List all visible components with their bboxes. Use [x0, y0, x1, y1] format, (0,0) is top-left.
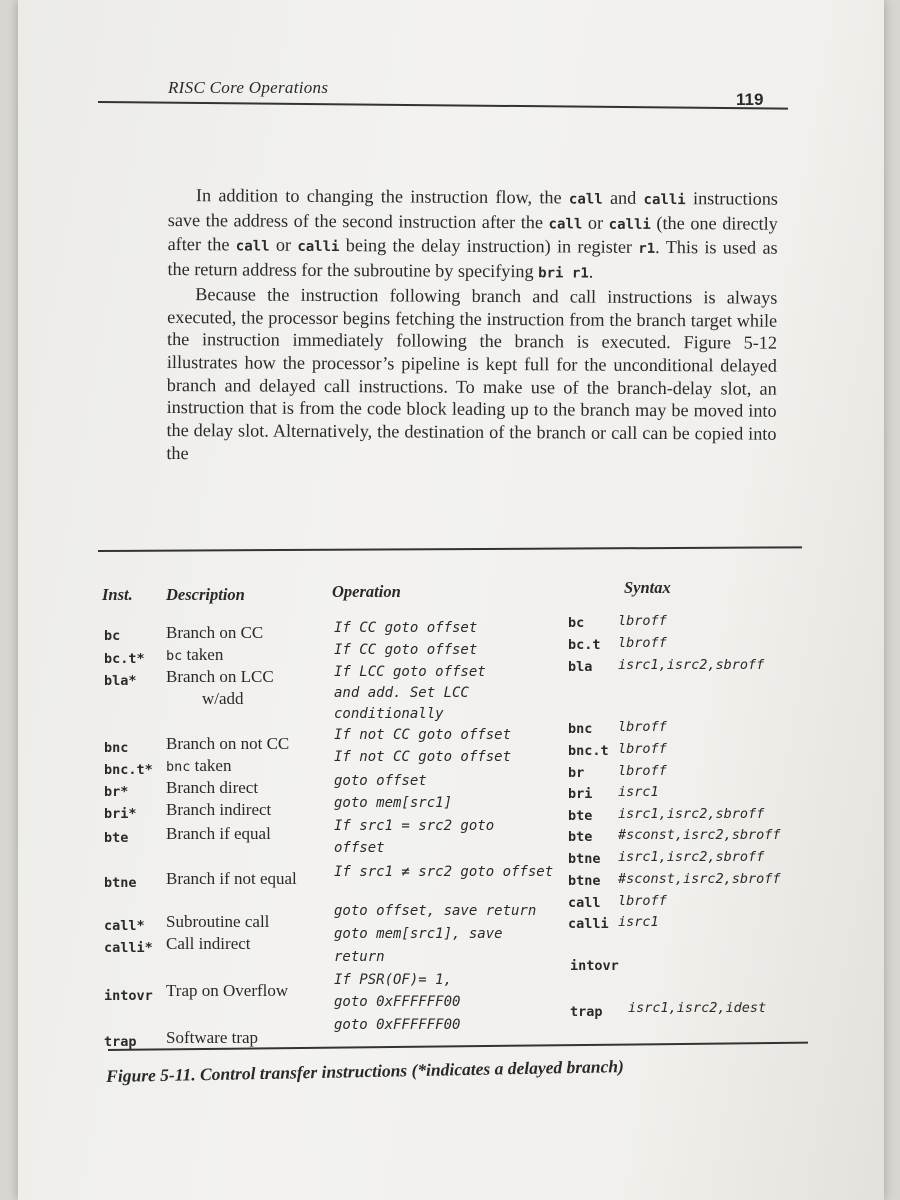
page-number: 119 — [736, 90, 764, 109]
header-description: Description — [166, 585, 245, 604]
operation-cell: If src1 ≠ src2 goto offset — [334, 864, 554, 880]
syntax-mnemonic: bri — [568, 786, 593, 802]
inst-cell: bc.t* — [104, 651, 145, 667]
text-run: . This is used as the return address for the subroutine by specifying — [167, 237, 778, 282]
inline-code: r1 — [638, 241, 656, 258]
header-rule — [98, 101, 788, 110]
description-cell: Software trap — [166, 1028, 259, 1047]
syntax-mnemonic: bc — [568, 615, 585, 631]
operation-cell: goto 0xFFFFFF00 — [334, 994, 461, 1010]
inst-cell: btne — [104, 875, 137, 891]
syntax-operands: isrc1,isrc2,sbroff — [618, 657, 765, 673]
paragraph-call-calli — [167, 184, 778, 287]
inst-cell: br* — [104, 784, 129, 800]
inst-cell: bnc — [104, 740, 129, 756]
syntax-mnemonic: br — [568, 765, 585, 781]
syntax-operands: isrc1,isrc2,sbroff — [618, 849, 765, 865]
inst-cell: bnc.t* — [104, 762, 153, 778]
syntax-mnemonic: bnc.t — [568, 743, 609, 759]
text-run: (the one directly after the — [167, 212, 778, 255]
syntax-mnemonic: calli — [568, 916, 609, 932]
figure-caption: Figure 5-11. Control transfer instructions (*indicates a delayed branch) — [106, 1056, 625, 1086]
syntax-mnemonic: bc.t — [568, 637, 601, 653]
syntax-mnemonic: bte — [568, 808, 593, 824]
text-run: and — [602, 187, 644, 208]
inst-cell: bri* — [104, 806, 137, 822]
description-cell: Branch on not CC — [166, 734, 290, 753]
description-cell: Subroutine call — [166, 912, 270, 931]
text-run: or — [269, 235, 298, 256]
syntax-mnemonic: call — [568, 895, 601, 911]
operation-cell: offset — [334, 840, 385, 856]
operation-cell: goto offset — [334, 773, 427, 789]
description-cell: Branch if not equal — [166, 869, 297, 888]
inline-code: call — [548, 216, 583, 233]
syntax-operands: isrc1,isrc2,sbroff — [618, 806, 765, 822]
syntax-operands: isrc1 — [618, 784, 659, 800]
syntax-operands: lbroff — [618, 741, 667, 757]
operation-cell: If src1 = src2 goto — [334, 818, 495, 834]
syntax-mnemonic: intovr — [570, 958, 619, 974]
description-mnemonic: bnc — [166, 759, 191, 775]
inline-code: calli — [608, 216, 651, 233]
text-run: . — [588, 261, 594, 282]
operation-cell: goto 0xFFFFFF00 — [334, 1017, 461, 1033]
syntax-operands: lbroff — [618, 635, 667, 651]
text-run: or — [582, 212, 609, 233]
inst-cell: bla* — [104, 673, 137, 689]
syntax-operands: lbroff — [618, 893, 667, 909]
operation-cell: If CC goto offset — [334, 620, 478, 636]
table-top-rule — [98, 546, 802, 552]
description-cell: Trap on Overflow — [166, 981, 289, 1000]
operation-cell: If not CC goto offset — [334, 749, 512, 765]
operation-cell: If LCC goto offset — [334, 664, 486, 680]
inst-cell: trap — [104, 1034, 137, 1050]
inline-code: calli — [297, 239, 340, 256]
description-cell: Branch on LCC — [166, 667, 274, 686]
description-cell: bc taken — [166, 645, 224, 664]
syntax-operands: #sconst,isrc2,sbroff — [618, 871, 781, 887]
description-cell: Branch if equal — [166, 824, 271, 843]
description-cell: Branch direct — [166, 778, 259, 797]
operation-cell: goto mem[src1], save — [334, 926, 503, 942]
text-run: instructions save the address of the second instruction after the — [167, 188, 778, 233]
inst-cell: bc — [104, 628, 121, 644]
inline-code: bri r1 — [538, 265, 589, 282]
syntax-operands: isrc1,isrc2,idest — [628, 1000, 767, 1016]
syntax-mnemonic: btne — [568, 851, 601, 867]
inst-cell: call* — [104, 918, 145, 934]
operation-cell: conditionally — [334, 706, 444, 722]
description-cell: Call indirect — [166, 934, 251, 953]
description-cell: Branch indirect — [166, 800, 272, 819]
body-text — [166, 184, 778, 468]
description-cell: bnc taken — [166, 756, 232, 775]
syntax-mnemonic: bnc — [568, 721, 593, 737]
inline-code: calli — [643, 191, 686, 209]
inline-code: call — [568, 191, 603, 208]
description-cell: w/add — [202, 689, 244, 708]
operation-cell: return — [334, 949, 385, 965]
syntax-mnemonic: btne — [568, 873, 601, 889]
text-run: being the delay instruction) in register — [339, 235, 639, 258]
syntax-operands: lbroff — [618, 613, 667, 629]
operation-cell: goto mem[src1] — [334, 795, 453, 811]
inst-cell: intovr — [104, 988, 153, 1004]
paragraph-branch-delay: Because the instruction following branch and call instructions is always executed, the processor begins fetching the instruction from the branch target while the instruction immediately following the branch is executed. Figure 5-12 illustrates how the processor’s pipeline is kept full for the unconditional delayed branch and delayed call instructions. To make use of the branch-delay slot, an instruction that is from the code block leading up to the branch may be moved into the delay slot. Alternatively, the destination of the branch or call can be copied into the — [166, 283, 778, 463]
header-operation: Operation — [332, 582, 401, 601]
inline-code: call — [235, 238, 270, 256]
text-run: In addition to changing the instruction flow, the — [195, 185, 570, 208]
operation-cell: goto offset, save return — [334, 903, 537, 919]
operation-cell: If not CC goto offset — [334, 727, 512, 743]
operation-cell: If PSR(OF)= 1, — [334, 972, 453, 988]
book-page — [18, 0, 884, 1200]
header-syntax: Syntax — [624, 578, 671, 597]
running-header: RISC Core Operations — [168, 78, 329, 97]
description-mnemonic: bc — [166, 648, 183, 664]
syntax-operands: #sconst,isrc2,sbroff — [618, 827, 781, 843]
syntax-mnemonic: trap — [570, 1004, 603, 1020]
operation-cell: and add. Set LCC — [334, 685, 469, 701]
header-inst: Inst. — [102, 585, 133, 604]
operation-cell: If CC goto offset — [334, 642, 478, 658]
syntax-operands: lbroff — [618, 763, 667, 779]
description-cell: Branch on CC — [166, 623, 264, 642]
syntax-mnemonic: bla — [568, 659, 593, 675]
syntax-operands: lbroff — [618, 719, 667, 735]
inst-cell: bte — [104, 830, 129, 846]
syntax-operands: isrc1 — [618, 914, 659, 930]
syntax-mnemonic: bte — [568, 829, 593, 845]
inst-cell: calli* — [104, 940, 153, 956]
